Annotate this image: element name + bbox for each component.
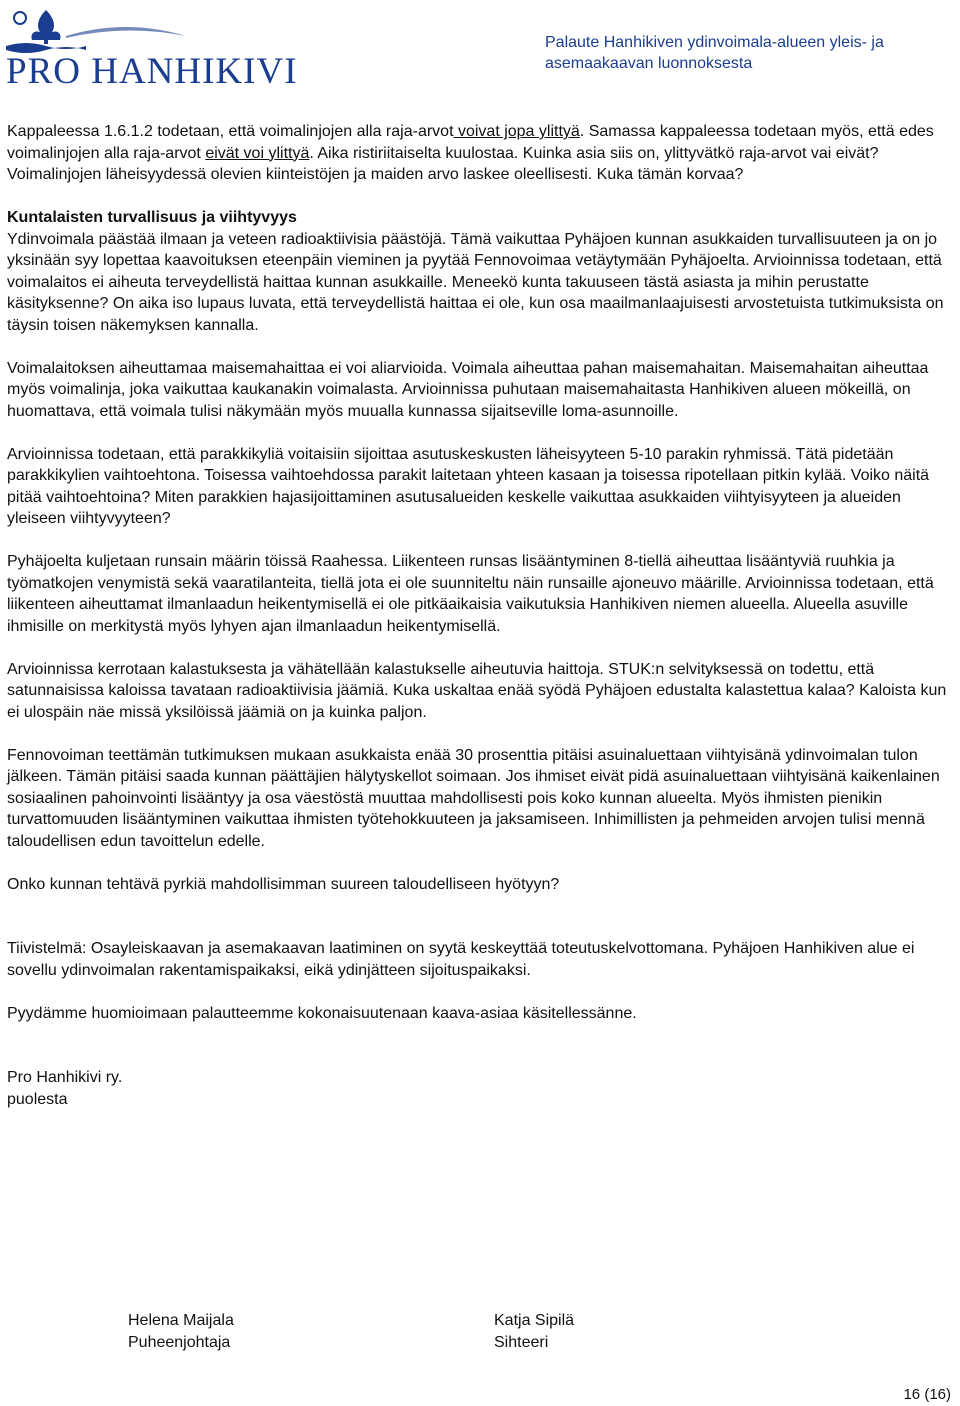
logo-text: PRO HANHIKIVI <box>6 51 298 92</box>
page-number: 16 (16) <box>903 1386 951 1403</box>
signature-role: Puheenjohtaja <box>128 1333 231 1351</box>
document-body <box>7 121 957 1110</box>
paragraph-safety: Ydinvoimala päästää ilmaan ja veteen radioaktiivisia päästöjä. Tämä vaikuttaa Pyhäjoen kunnan asukkaiden turvallisuuteen ja on jo yksinään syy lopettaa kaavoituksen eteenpäin vieminen ja pyytää Fennovoimaa vetäytymään Pyhäjoelta. Arvioinnissa todetaan, että voimalaitos ei aiheuta terveydellistä haittaa kunnan asukkaille. Meneekö kunta takuuseen tästä asiasta ja mihin perustatte käsityksenne? On aika iso lupaus luvata, että terveydellistä haittaa ei ole, kun osa maailmanlaajuisesti arvostetuista tutkimuksista on täysin toisen näkemyksen kannalla. <box>7 230 944 334</box>
paragraph-landscape: Voimalaitoksen aiheuttamaa maisemahaittaa ei voi aliarvioida. Voimala aiheuttaa pahan maisemahaitan. Maisemahaitan aiheuttaa myös voimalinja, joka vaikuttaa kaukanakin voimalasta. Arvioinnissa puhutaan maisemahaitasta Hanhikiven alueen mökeillä, on huomattava, että voimala tulisi näkymään myös muualla kunnassa sijaitseville loma-asunnoille. <box>7 359 929 420</box>
paragraph-question: Onko kunnan tehtävä pyrkiä mahdollisimman suureen taloudelliseen hyötyyn? <box>7 875 560 893</box>
signature-name: Katja Sipilä <box>494 1312 575 1329</box>
paragraph-traffic: Pyhäjoelta kuljetaan runsain määrin töissä Raahessa. Liikenteen runsas lisääntyminen 8-tiellä aiheuttaa lisääntyviä ruuhkia ja työmatkojen venymistä sekä vaaratilanteita, tiellä jota ei ole suunniteltu näin runsaille ajoneuvo määrille. Arvioinnissa todetaan, että liikenteen aiheuttamat ilmanlaadun heikentymisellä ei ole pitkäaikaisia vaikutuksia Hanhikiven niemen alueella. Alueella asuville ihmisille on merkitystä myös lyhyen ajan ilmanlaadun heikentymisellä. <box>7 553 934 635</box>
paragraph-request: Pyydämme huomioimaan palautteemme kokonaisuutenaan kaava-asiaa käsitellessänne. <box>7 1004 637 1022</box>
signature-name: Helena Maijala <box>128 1312 234 1329</box>
closing-on-behalf: puolesta <box>7 1090 68 1108</box>
paragraph-comfort: Fennovoiman teettämän tutkimuksen mukaan asukkaista enää 30 prosenttia pitäisi asuinaluettaan viihtyisänä ydinvoimalan tulon jälkeen. Tämän pitäisi saada kunnan päättäjien hälytyskellot soimaan. Jos ihmiset eivät pidä asuinaluettaan viihtyisänä kaikenlainen sosiaalinen pahoinvointi lisääntyy ja osa väestöstä muuttaa mahdollisesti pois koko kunnan alueelta. Myös ihmisten pienikin turvattomuuden lisääntyminen vaikuttaa ihmisten työtehokkuuteen ja jaksamiseen. Inhimillisten ja pehmeiden arvojen tulisi mennä taloudellisen edun tavoittelun edelle. <box>7 746 940 850</box>
signature-secretary <box>494 1310 574 1353</box>
section-heading: Kuntalaisten turvallisuus ja viihtyvyys <box>7 209 297 226</box>
document-header-title: Palaute Hanhikiven ydinvoimala-alueen yleis- ja asemaakaavan luonnoksesta <box>545 34 884 72</box>
closing-org: Pro Hanhikivi ry. <box>7 1069 123 1086</box>
paragraph-power-lines: Kappaleessa 1.6.1.2 todetaan, että voimalinjojen alla raja-arvot voivat jopa ylittyä. Samassa kappaleessa todetaan myös, että edes voimalinjojen alla raja-arvot eivät voi ylittyä. Aika ristiriitaiselta kuulostaa. Kuinka asia siis on, ylittyvätkö raja-arvot vai eivät? Voimalinjojen läheisyydessä olevien kiinteistöjen ja maiden arvo laskee oleellisesti. Kuka tämän korvaa? <box>7 123 934 183</box>
paragraph-fishing: Arvioinnissa kerrotaan kalastuksesta ja vähätellään kalastukselle aiheutuvia haittoja. STUK:n selvityksessä on todettu, että satunnaisissa kaloissa tavataan radioaktiivisia jäämiä. Kuka uskaltaa enää syödä Pyhäjoen edustalta kalastettua kalaa? Kaloista kun ei ulospäin näe missä yksilöissä jäämiä on ja kuinka paljon. <box>7 660 947 721</box>
paragraph-summary: Tiivistelmä: Osayleiskaavan ja asemakaavan laatiminen on syytä keskeyttää toteutuskelvottomana. Pyhäjoen Hanhikiven alue ei sovellu ydinvoimalan rakentamispaikaksi, eikä ydinjätteen sijoituspaikaksi. <box>7 940 915 979</box>
signature-chair <box>128 1310 234 1353</box>
pro-hanhikivi-logo <box>6 8 306 92</box>
paragraph-barracks: Arvioinnissa todetaan, että parakkikyliä voitaisiin sijoittaa asutuskeskusten läheisyyteen 5-10 parakin ryhmissä. Tätä pidetään parakkikylien vaihtoehtona. Toisessa vaihtoehdossa parakit laitetaan yhteen kasaan ja toisessa ripotellaan pitkin kylää. Voiko näitä pitää vaihtoehtoina? Miten parakkien hajasijoittaminen asutusalueiden keskelle vaikuttaa asukkaiden viihtyisyyteen ja alueiden yleiseen viihtyvyyteen? <box>7 445 930 527</box>
signature-role: Sihteeri <box>494 1333 549 1351</box>
